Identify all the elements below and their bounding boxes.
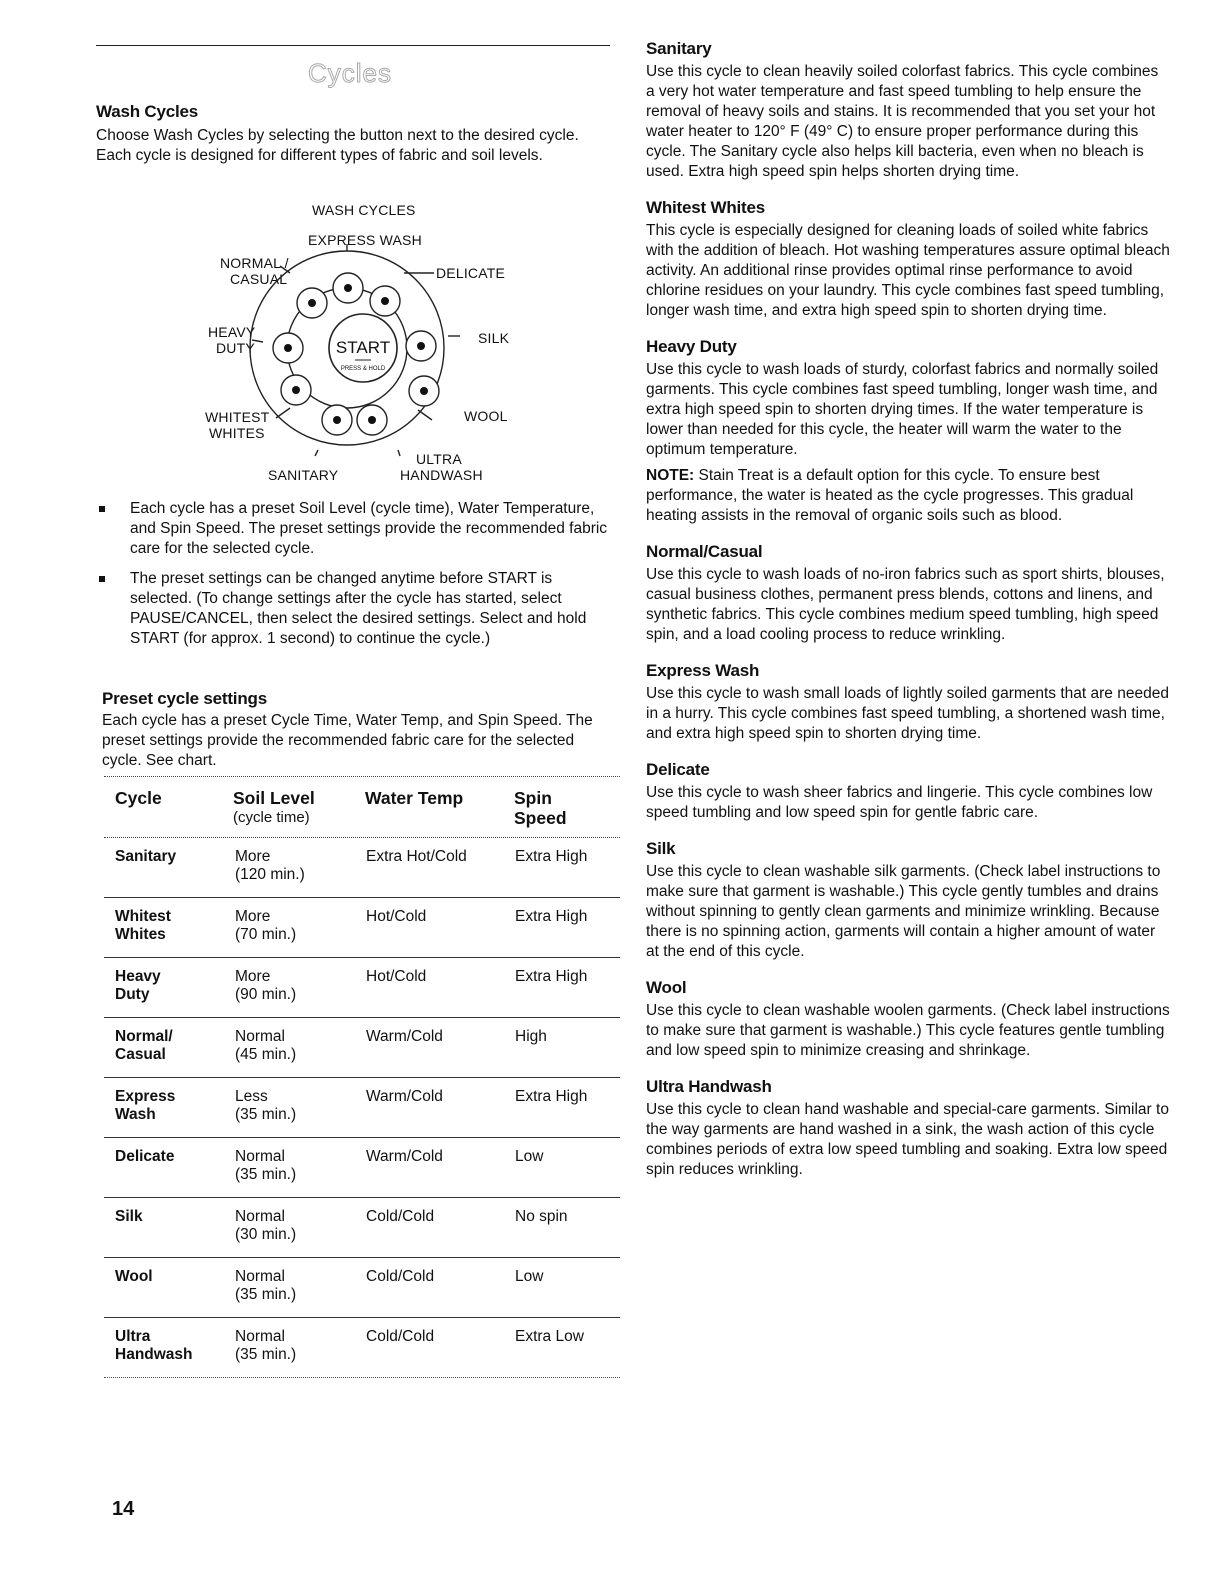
label-silk: SILK bbox=[478, 330, 510, 346]
table-row: Express Wash Less (35 min.) Warm/Cold Extra High bbox=[104, 1078, 620, 1138]
desc-delicate: Delicate Use this cycle to wash sheer fabrics and lingerie. This cycle combines low speed tumbling and low speed spin for gentle fabric care. bbox=[646, 760, 1153, 821]
header-spin-speed: Spin Speed bbox=[514, 788, 567, 828]
label-wool: WOOL bbox=[464, 408, 508, 424]
label-heavy-duty-1: HEAVY bbox=[208, 324, 256, 340]
bullet-square-icon bbox=[99, 506, 105, 512]
table-row: Sanitary More (120 min.) Extra Hot/Cold Extra High bbox=[104, 838, 620, 898]
desc-whitest-whites: Whitest Whites This cycle is especially designed for cleaning loads of soiled white fabrics with the addition of bleach. Hot washing temperatures assure optimal bleach activity. An additional rinse provides optimal rinse performance to avoid chlorine residues on your laundry. This cycle combines fast speed tumbling, longer wash time, and extra high speed spin to shorten drying time. bbox=[646, 198, 1170, 319]
settings-bullets bbox=[96, 499, 616, 659]
label-ultra-handwash-1: ULTRA bbox=[416, 451, 462, 467]
intro-title: Wash Cycles bbox=[96, 102, 199, 121]
table-header bbox=[104, 777, 620, 837]
label-whitest-whites-1: WHITEST bbox=[205, 409, 270, 425]
header-water-temp: Water Temp bbox=[365, 788, 464, 808]
preset-section bbox=[102, 689, 618, 771]
table-row: Silk Normal (30 min.) Cold/Cold No spin bbox=[104, 1198, 620, 1258]
header-cycle: Cycle bbox=[115, 788, 162, 808]
desc-express-wash: Express Wash Use this cycle to wash small loads of lightly soiled garments that are needed in a hurry. This cycle combines fast speed tumbling, a shortened wash time, and extra high speed spin to shorten drying time. bbox=[646, 661, 1169, 742]
wash-cycles-diagram bbox=[200, 198, 520, 488]
label-normal-casual-1: NORMAL / bbox=[220, 255, 289, 271]
diagram-title: WASH CYCLES bbox=[312, 202, 416, 218]
label-express-wash: EXPRESS WASH bbox=[308, 232, 422, 248]
intro-section bbox=[96, 102, 616, 166]
section-title: Cycles bbox=[307, 58, 392, 88]
table-row: Whitest Whites More (70 min.) Hot/Cold Extra High bbox=[104, 898, 620, 958]
start-label: START bbox=[335, 338, 391, 357]
desc-heavy-duty: Heavy Duty Use this cycle to wash loads of sturdy, colorfast fabrics and normally soiled garments. This cycle combines fast speed tumbling, longer wash time, and extra high speed spin to shorten drying times. If the water temperature is lower than needed for this cycle, the heater will warm the water to the optimum temperature. NOTE: Stain Treat is a default option for this cycle. To ensure best performance, the water is heated as the cycle progresses. This gradual heating assists in the removal of organic soils such as blood. bbox=[646, 337, 1170, 526]
label-ultra-handwash-2: HANDWASH bbox=[400, 467, 483, 483]
label-normal-casual-2: CASUAL bbox=[230, 271, 288, 287]
bullet-item: The preset settings can be changed anytime before START is selected. (To change settings after the cycle has started, select PAUSE/CANCEL, then select the desired settings. Select and hold START (for approx. 1 second) to continue the cycle.) bbox=[96, 569, 616, 649]
table-row: Normal/ Casual Normal (45 min.) Warm/Cold High bbox=[104, 1018, 620, 1078]
table-row: Ultra Handwash Normal (35 min.) Cold/Cold Extra Low bbox=[104, 1318, 620, 1378]
top-rule bbox=[96, 45, 610, 46]
page-number: 14 bbox=[112, 1498, 135, 1520]
cycle-descriptions bbox=[646, 39, 1170, 1196]
label-sanitary: SANITARY bbox=[268, 467, 339, 483]
desc-silk: Silk Use this cycle to clean washable silk garments. (Check label instructions to make sure that garment is washable.) This cycle gently tumbles and drains without spinning to gently clean garments and minimize wrinkling. Because there is no spinning action, garments will contain a higher amount of water at the end of this cycle. bbox=[646, 839, 1161, 960]
table-row: Wool Normal (35 min.) Cold/Cold Low bbox=[104, 1258, 620, 1318]
desc-sanitary: Sanitary Use this cycle to clean heavily soiled colorfast fabrics. This cycle combines a very hot water temperature and fast speed tumbling to help ensure the removal of heavy soils and stains. It is recommended that you set your hot water heater to 120° F (49° C) to ensure proper performance during this cycle. The Sanitary cycle also helps kill bacteria, even when no bleach is used. Extra high speed spin helps shorten drying time. bbox=[646, 39, 1159, 180]
label-heavy-duty-2: DUTY bbox=[216, 340, 255, 356]
desc-ultra-handwash: Ultra Handwash Use this cycle to clean hand washable and special-care garments. Similar to the way garments are hand washed in a sink, the wash action of this cycle combines periods of extra low speed tumbling and soaking. Extra low speed spin reduces wrinkling. bbox=[646, 1077, 1169, 1178]
heavy-duty-note: NOTE: Stain Treat is a default option for this cycle. To ensure best performance, the water is heated as the cycle progresses. This gradual heating assists in the removal of organic soils such as blood. bbox=[646, 467, 1134, 524]
intro-text: Choose Wash Cycles by selecting the button next to the desired cycle. Each cycle is designed for different types of fabric and soil levels. bbox=[96, 127, 579, 164]
header-soil-sub: (cycle time) bbox=[233, 809, 310, 826]
start-sub-label: PRESS & HOLD bbox=[340, 366, 386, 372]
label-delicate: DELICATE bbox=[436, 265, 506, 281]
table-row: Delicate Normal (35 min.) Warm/Cold Low bbox=[104, 1138, 620, 1198]
table-row: Heavy Duty More (90 min.) Hot/Cold Extra High bbox=[104, 958, 620, 1018]
bullet-item: Each cycle has a preset Soil Level (cycle time), Water Temperature, and Spin Speed. The preset settings provide the recommended fabric care for the selected cycle. bbox=[96, 499, 616, 559]
bullet-square-icon bbox=[99, 576, 105, 582]
preset-title: Preset cycle settings bbox=[102, 689, 267, 708]
preset-text: Each cycle has a preset Cycle Time, Water Temp, and Spin Speed. The preset settings provide the recommended fabric care for the selected cycle. See chart. bbox=[102, 712, 593, 769]
desc-wool: Wool Use this cycle to clean washable woolen garments. (Check label instructions to make sure that garment is washable.) This cycle features gentle tumbling and low speed spin to minimize creasing and shrinkage. bbox=[646, 978, 1170, 1059]
desc-normal-casual: Normal/Casual Use this cycle to wash loads of no-iron fabrics such as sport shirts, blouses, casual business clothes, permanent press blends, cottons and linens, and synthetic fabrics. This cycle combines medium speed tumbling, high speed spin, and a load cooling process to reduce wrinkling. bbox=[646, 542, 1165, 643]
label-whitest-whites-2: WHITES bbox=[209, 425, 265, 441]
header-soil-level: Soil Level (cycle time) bbox=[233, 788, 315, 826]
dial-graphic bbox=[200, 198, 520, 488]
preset-settings-table bbox=[104, 776, 620, 1378]
